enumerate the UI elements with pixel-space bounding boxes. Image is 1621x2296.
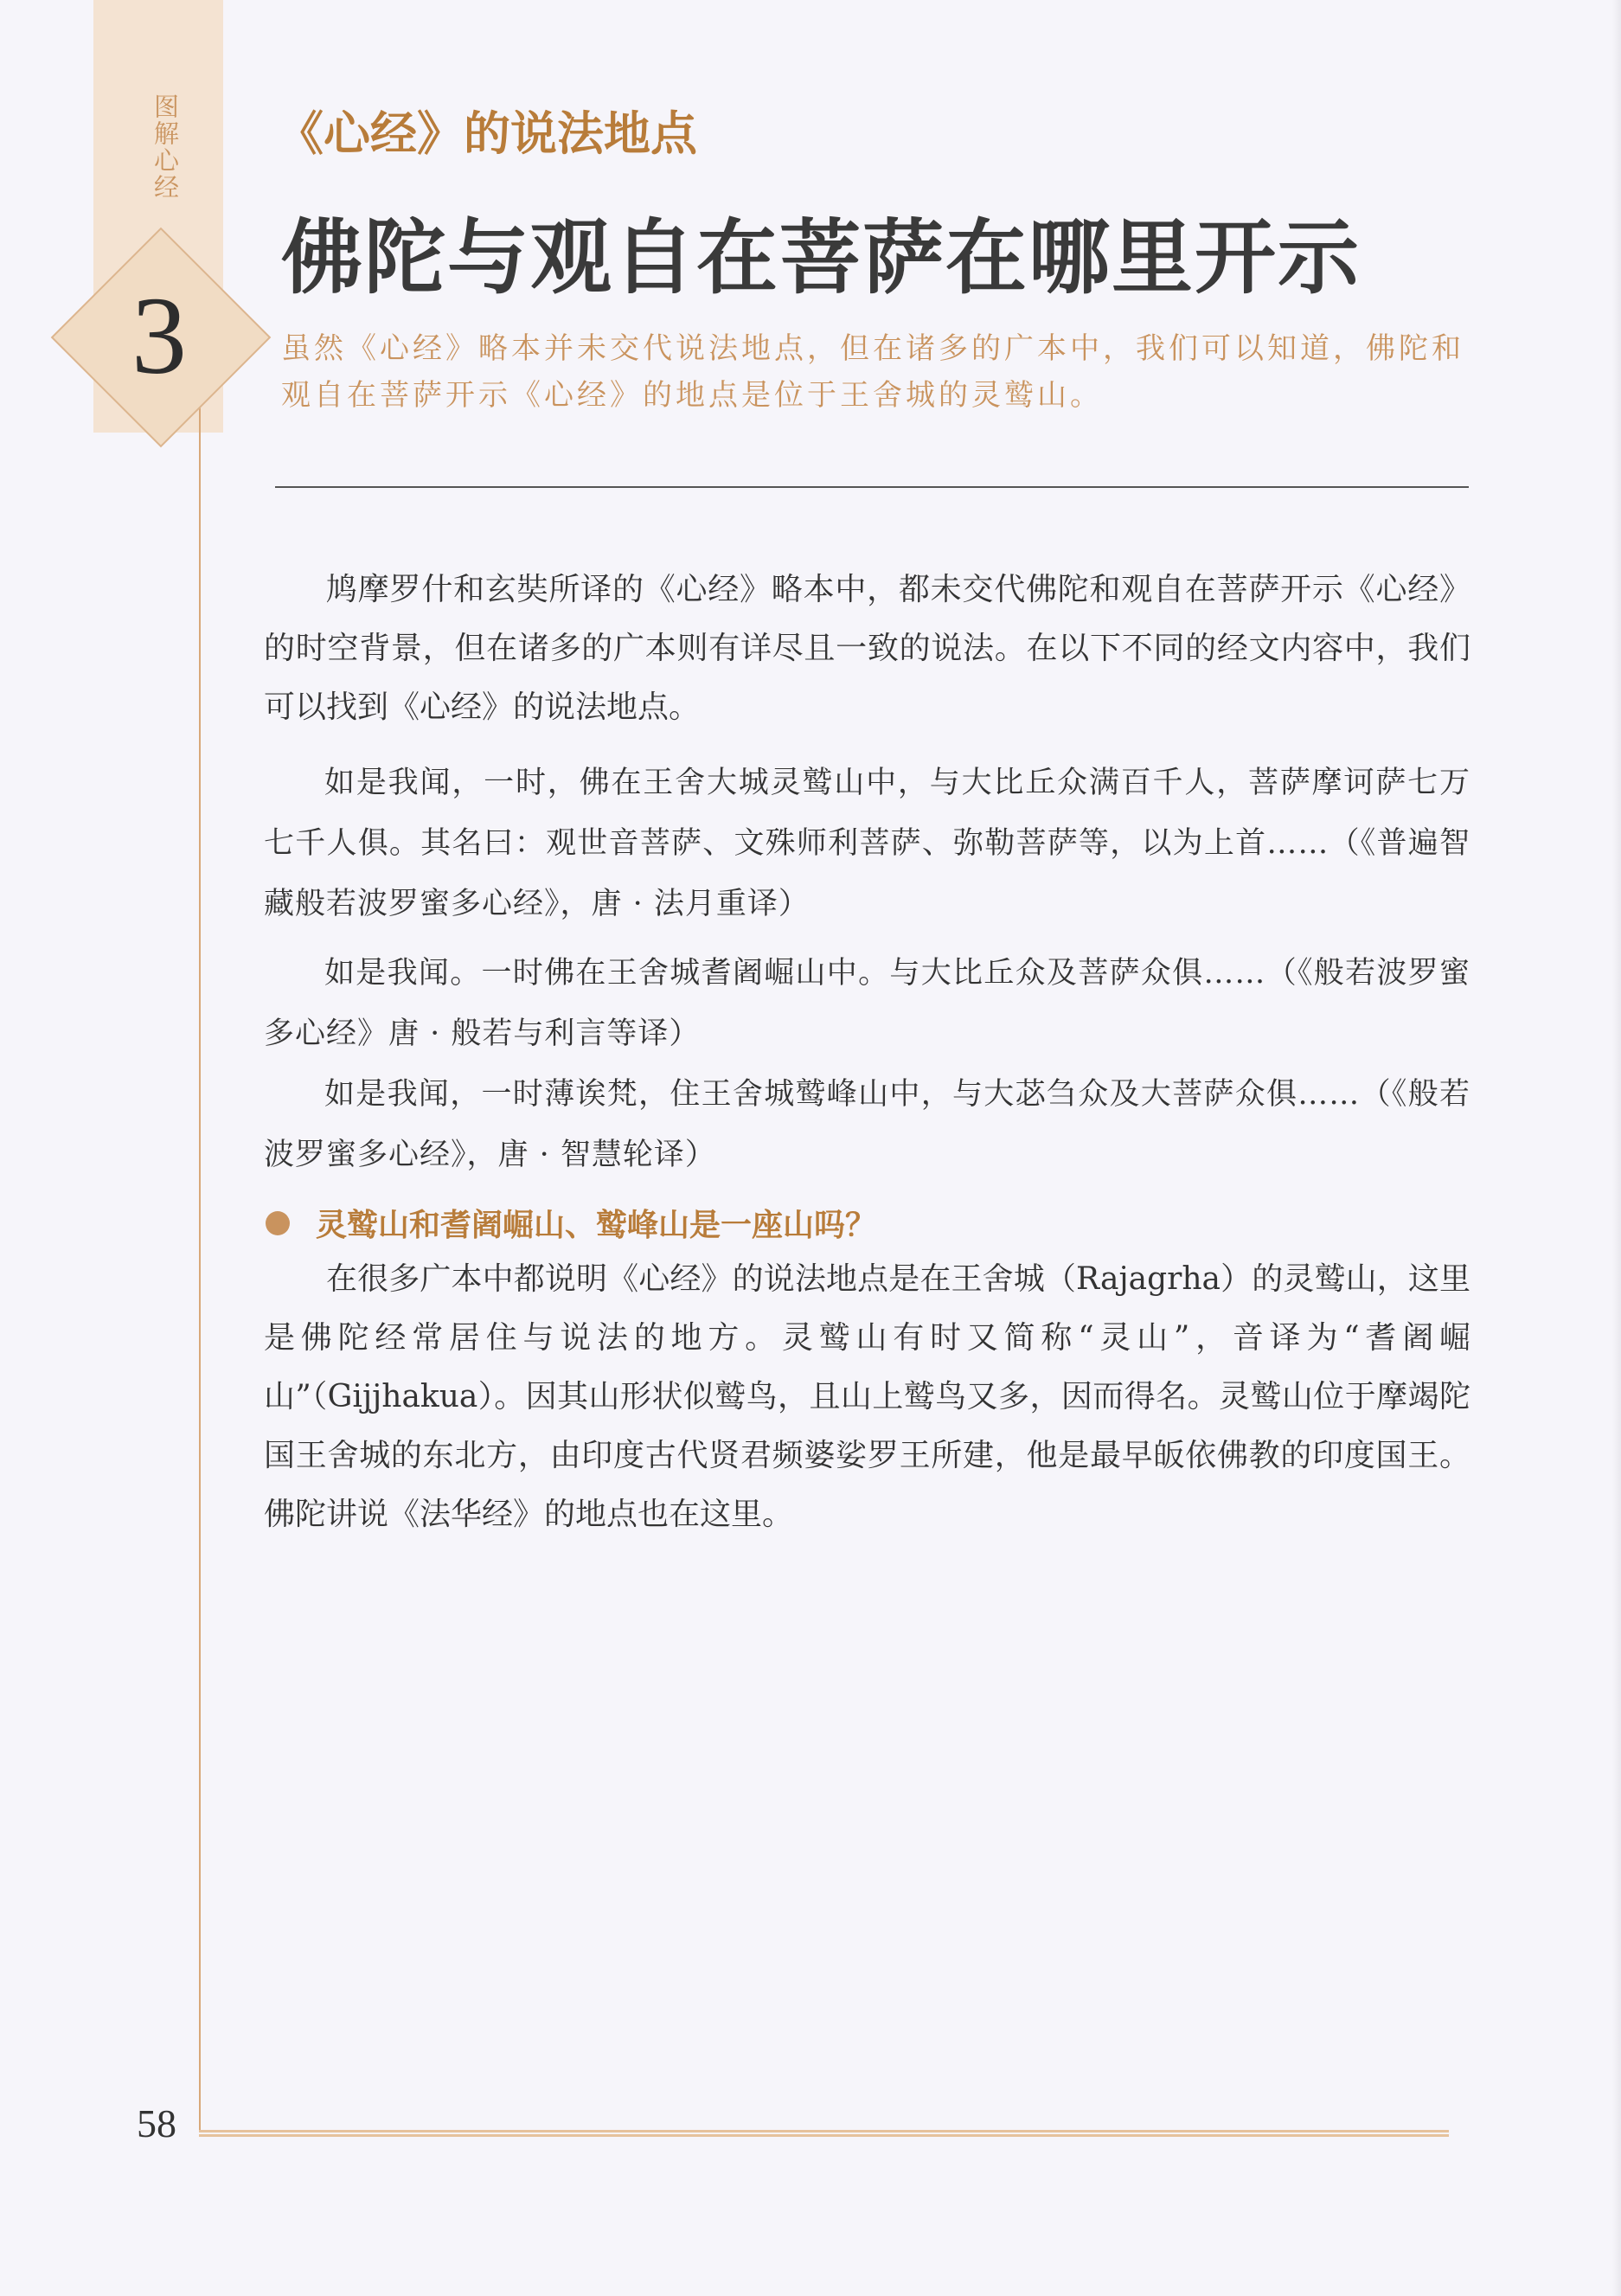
sutra-quote-2: 如是我闻。一时佛在王舍城耆阇崛山中。与大比丘众及菩萨众俱……（《般若波罗蜜多心经》唐 · 般若与利言等译） — [264, 956, 1470, 1051]
footer-decoration — [199, 2130, 1449, 2139]
answer-paragraph: 在很多广本中都说明《心经》的说法地点是在王舍城（Rajagrha）的灵鹫山，这里是佛陀经常居住与说法的地方。灵鹫山有时又简称“灵山”，音译为“耆阇崛山”（Gijjhakua）。因其山形状似鹫鸟，且山上鹫鸟又多，因而得名。灵鹫山位于摩竭陀国王舍城的东北方，由印度古代贤君频婆娑罗王所建，他是最早皈依佛教的印度国王。佛陀讲说《法华经》的地点也在这里。 — [264, 1261, 1470, 1532]
header-divider — [275, 486, 1469, 488]
intro-paragraph: 鸠摩罗什和玄奘所译的《心经》略本中，都未交代佛陀和观自在菩萨开示《心经》的时空背景，但在诸多的广本则有详尽且一致的说法。在以下不同的经文内容中，我们可以找到《心经》的说法地点。 — [264, 572, 1470, 725]
page-title: 佛陀与观自在菩萨在哪里开示 — [281, 210, 1362, 305]
section-label: 《心经》的说法地点 — [277, 106, 697, 161]
question-heading — [264, 1201, 1470, 1245]
margin-rule — [199, 381, 201, 2137]
chapter-number: 3 — [131, 273, 187, 397]
series-title: 图解心经 — [151, 93, 180, 201]
body-text — [264, 561, 1470, 1544]
question-text: 灵鹫山和耆阇崛山、鹫峰山是一座山吗？ — [316, 1208, 877, 1243]
chapter-summary: 虽然《心经》略本并未交代说法地点，但在诸多的广本中，我们可以知道，佛陀和观自在菩萨开示《心经》的地点是位于王舍城的灵鹫山。 — [281, 331, 1464, 413]
page-edge — [1612, 0, 1621, 2296]
bullet-dot-icon — [266, 1211, 290, 1235]
sutra-quote-1: 如是我闻，一时，佛在王舍大城灵鹫山中，与大比丘众满百千人，菩萨摩诃萨七万七千人俱。其名曰：观世音菩萨、文殊师利菩萨、弥勒菩萨等，以为上首……（《普遍智藏般若波罗蜜多心经》，唐 · 法月重译） — [264, 766, 1470, 921]
page-number: 58 — [137, 2101, 176, 2145]
sutra-quote-3: 如是我闻，一时薄诶梵，住王舍城鹫峰山中，与大苾刍众及大菩萨众俱……（《般若波罗蜜多心经》，唐 · 智慧轮译） — [264, 1077, 1470, 1172]
